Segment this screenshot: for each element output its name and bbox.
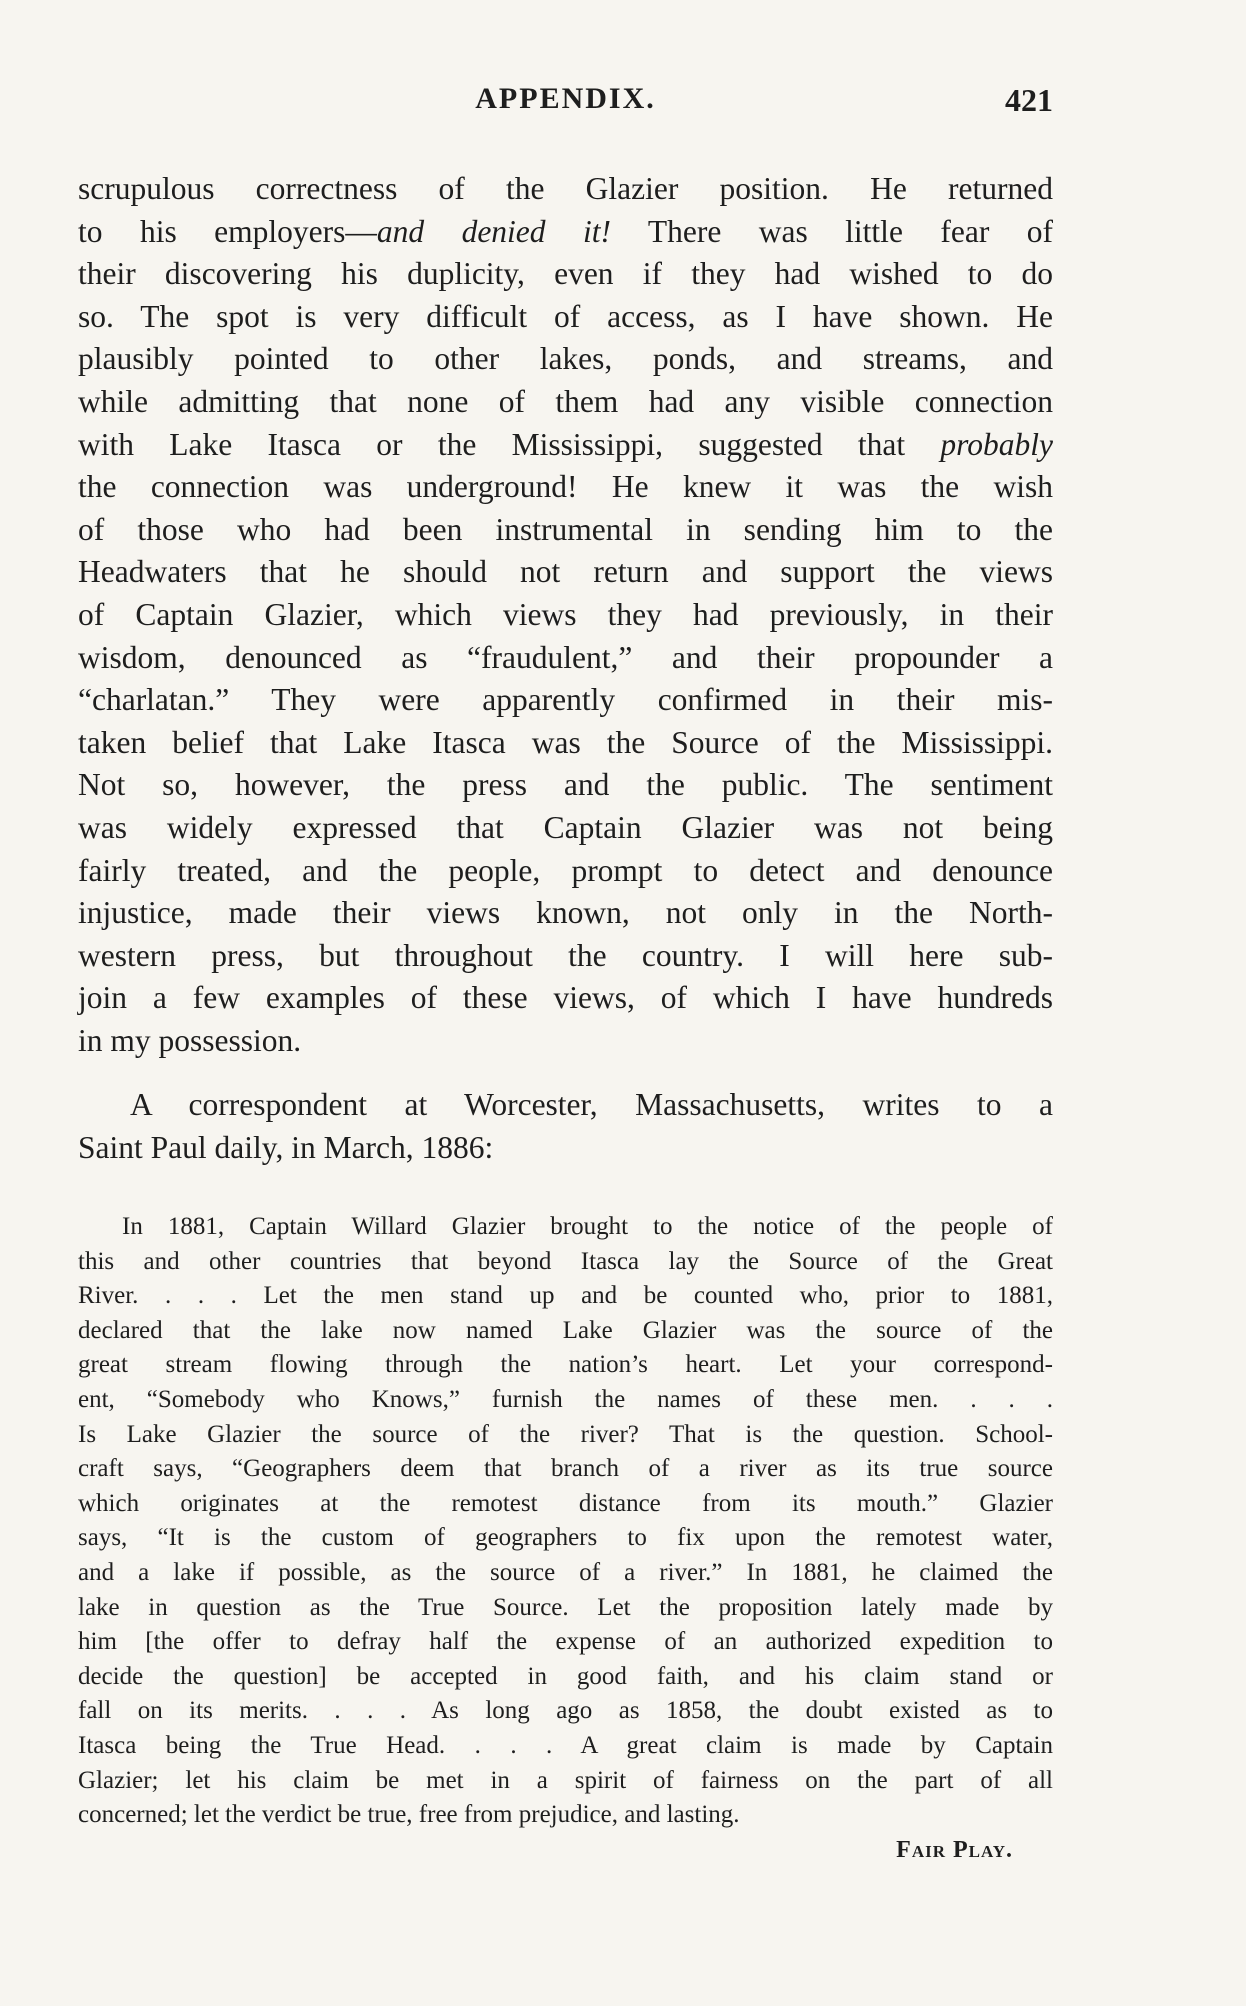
body-line: Saint Paul daily, in March, 1886: bbox=[78, 1130, 494, 1166]
body-line: “charlatan.” They were apparently confirmed in their mis- bbox=[78, 682, 1053, 718]
body-line: Not so, however, the press and the public. The sentiment bbox=[78, 767, 1053, 803]
body-line: of Captain Glazier, which views they had previously, in their bbox=[78, 596, 1053, 632]
quote-line: In 1881, Captain Willard Glazier brought to the notice of the people of bbox=[122, 1213, 1053, 1240]
running-head-title: APPENDIX. bbox=[475, 82, 656, 115]
body-line: scrupulous correctness of the Glazier position. He returned bbox=[78, 171, 1053, 206]
quote-signature: Fair Play. bbox=[896, 1836, 1013, 1863]
running-head bbox=[78, 82, 1053, 126]
quote-line: Itasca being the True Head. . . . A great claim is made by Captain bbox=[78, 1731, 1053, 1759]
emphasis-text: probably bbox=[940, 426, 1053, 462]
quote-line: great stream flowing through the nation’s heart. Let your correspond- bbox=[78, 1351, 1053, 1379]
body-line: A correspondent at Worcester, Massachusetts, writes to a bbox=[130, 1087, 1053, 1123]
page-number: 421 bbox=[1005, 82, 1053, 118]
quote-line: him [the offer to defray half the expense of an authorized expedition to bbox=[78, 1628, 1053, 1656]
block-quote bbox=[78, 1210, 1053, 1867]
quote-line: and a lake if possible, as the source of a river.” In 1881, he claimed the bbox=[78, 1558, 1053, 1586]
body-line: western press, but throughout the country. I will here sub- bbox=[78, 937, 1053, 973]
quote-line: declared that the lake now named Lake Glazier was the source of the bbox=[78, 1316, 1053, 1344]
body-text bbox=[78, 168, 1053, 1170]
body-line: so. The spot is very difficult of access, as I have shown. He bbox=[78, 298, 1053, 334]
body-line: of those who had been instrumental in sending him to the bbox=[78, 511, 1053, 547]
body-line: taken belief that Lake Itasca was the Source of the Mississippi. bbox=[78, 724, 1053, 760]
body-line: wisdom, denounced as “fraudulent,” and their propounder a bbox=[78, 639, 1053, 675]
body-line: plausibly pointed to other lakes, ponds, and streams, and bbox=[78, 341, 1053, 377]
quote-line: River. . . . Let the men stand up and be counted who, prior to 1881, bbox=[78, 1282, 1053, 1310]
quote-line: this and other countries that beyond Itasca lay the Source of the Great bbox=[78, 1247, 1053, 1275]
quote-line: fall on its merits. . . . As long ago as 1858, the doubt existed as to bbox=[78, 1697, 1053, 1725]
body-line: the connection was underground! He knew it was the wish bbox=[78, 469, 1053, 505]
body-line: injustice, made their views known, not only in the North- bbox=[78, 895, 1053, 931]
quote-line: lake in question as the True Source. Let the proposition lately made by bbox=[78, 1593, 1053, 1621]
quote-line: ent, “Somebody who Knows,” furnish the names of these men. . . . bbox=[78, 1385, 1053, 1413]
body-line: with Lake Itasca or the Mississippi, suggested that probably bbox=[78, 426, 1053, 462]
quote-text bbox=[78, 1210, 1053, 1833]
quote-line: Glazier; let his claim be met in a spirit of fairness on the part of all bbox=[78, 1766, 1053, 1794]
quote-line: concerned; let the verdict be true, free from prejudice, and lasting. bbox=[78, 1801, 740, 1829]
body-line: fairly treated, and the people, prompt to detect and denounce bbox=[78, 852, 1053, 888]
body-line: Headwaters that he should not return and support the views bbox=[78, 554, 1053, 590]
paragraph-2 bbox=[78, 1084, 1053, 1169]
quote-line: decide the question] be accepted in good faith, and his claim stand or bbox=[78, 1662, 1053, 1690]
body-line: join a few examples of these views, of which I have hundreds bbox=[78, 980, 1053, 1016]
paragraph-1 bbox=[78, 168, 1053, 1062]
body-line: their discovering his duplicity, even if they had wished to do bbox=[78, 256, 1053, 292]
body-line: to his employers—and denied it! There was little fear of bbox=[78, 213, 1053, 249]
quote-line: says, “It is the custom of geographers to fix upon the remotest water, bbox=[78, 1524, 1053, 1552]
quote-line: Is Lake Glazier the source of the river? That is the question. School- bbox=[78, 1420, 1053, 1448]
body-line: while admitting that none of them had any visible connection bbox=[78, 383, 1053, 419]
emphasis-text: and denied it! bbox=[376, 213, 611, 249]
quote-line: which originates at the remotest distance from its mouth.” Glazier bbox=[78, 1489, 1053, 1517]
quote-line: craft says, “Geographers deem that branch of a river as its true source bbox=[78, 1455, 1053, 1483]
body-line: was widely expressed that Captain Glazier was not being bbox=[78, 809, 1053, 845]
body-line: in my possession. bbox=[78, 1022, 302, 1058]
